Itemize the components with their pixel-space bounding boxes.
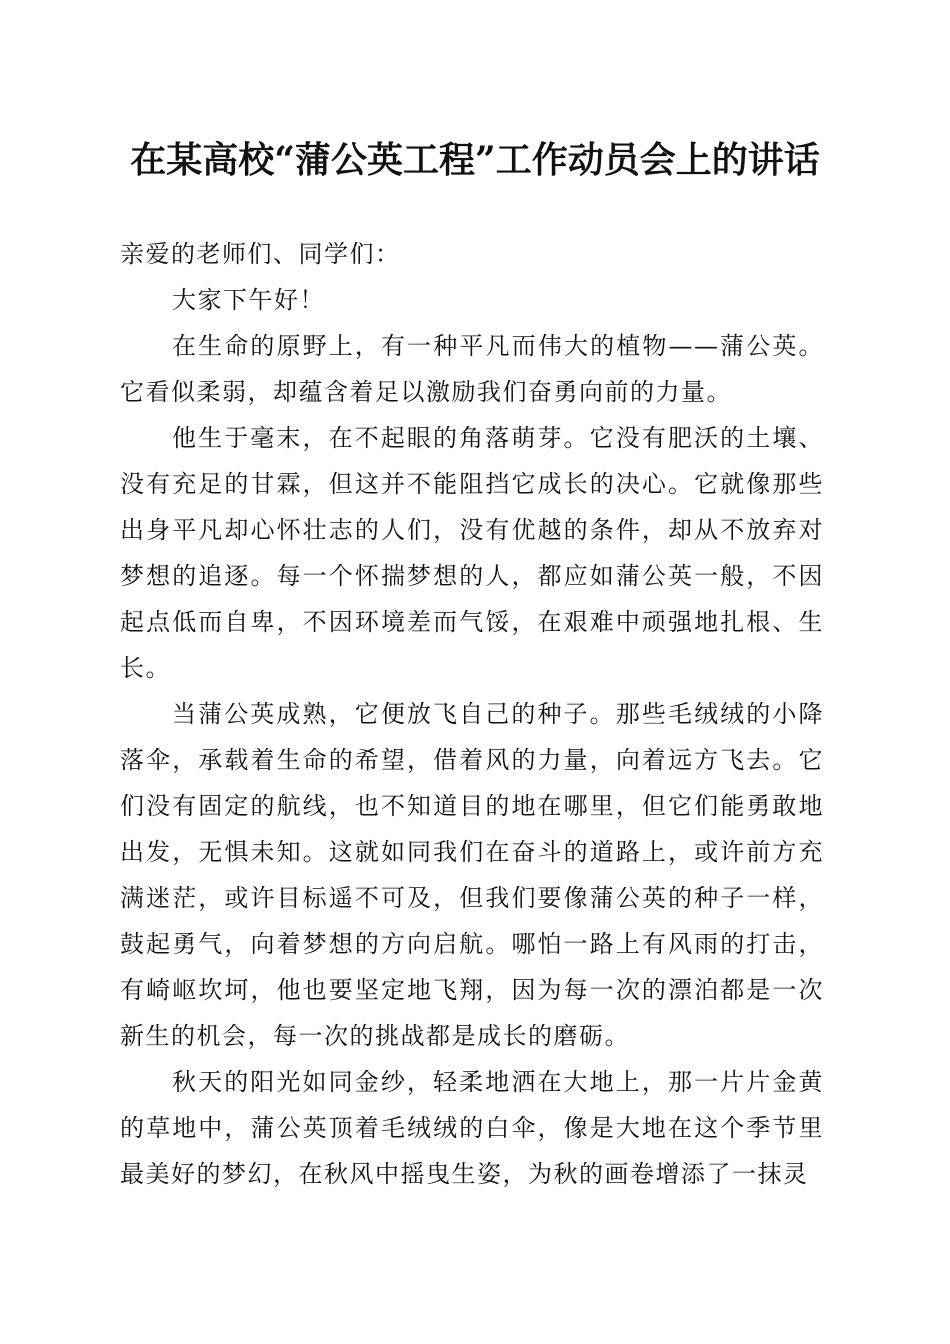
salutation: 亲爱的老师们、同学们： [120, 240, 401, 268]
paragraph-2: 他生于毫末，在不起眼的角落萌芽。它没有肥沃的土壤、没有充足的甘霖，但这并不能阻挡它成长的决心。它就像那些出身平凡却心怀壮志的人们，没有优越的条件，却从不放弃对梦想的追逐。每一个怀揣梦想的人，都应如蒲公英一般，不因起点低而自卑，不因环境差而气馁，在艰难中顽强地扎根、生长。 [120, 424, 824, 682]
paragraph-greeting: 大家下午好！ [172, 286, 325, 314]
page-title: 在某高校“蒲公英工程”工作动员会上的讲话 [130, 139, 820, 181]
paragraph-4: 秋天的阳光如同金纱，轻柔地洒在大地上，那一片片金黄的草地中，蒲公英顶着毛绒绒的白伞，像是大地在这个季节里最美好的梦幻，在秋风中摇曳生姿，为秋的画卷增添了一抹灵 [120, 1068, 824, 1188]
paragraph-3: 当蒲公英成熟，它便放飞自己的种子。那些毛绒绒的小降落伞，承载着生命的希望，借着风的力量，向着远方飞去。它们没有固定的航线，也不知道目的地在哪里，但它们能勇敢地出发，无惧未知。这就如同我们在奋斗的道路上，或许前方充满迷茫，或许目标遥不可及，但我们要像蒲公英的种子一样，鼓起勇气，向着梦想的方向启航。哪怕一路上有风雨的打击，有崎岖坎坷，他也要坚定地飞翔，因为每一次的漂泊都是一次新生的机会，每一次的挑战都是成长的磨砺。 [120, 700, 824, 1050]
paragraph-1: 在生命的原野上，有一种平凡而伟大的植物——蒲公英。它看似柔弱，却蕴含着足以激励我们奋勇向前的力量。 [120, 332, 824, 406]
speech-body [120, 231, 824, 1197]
